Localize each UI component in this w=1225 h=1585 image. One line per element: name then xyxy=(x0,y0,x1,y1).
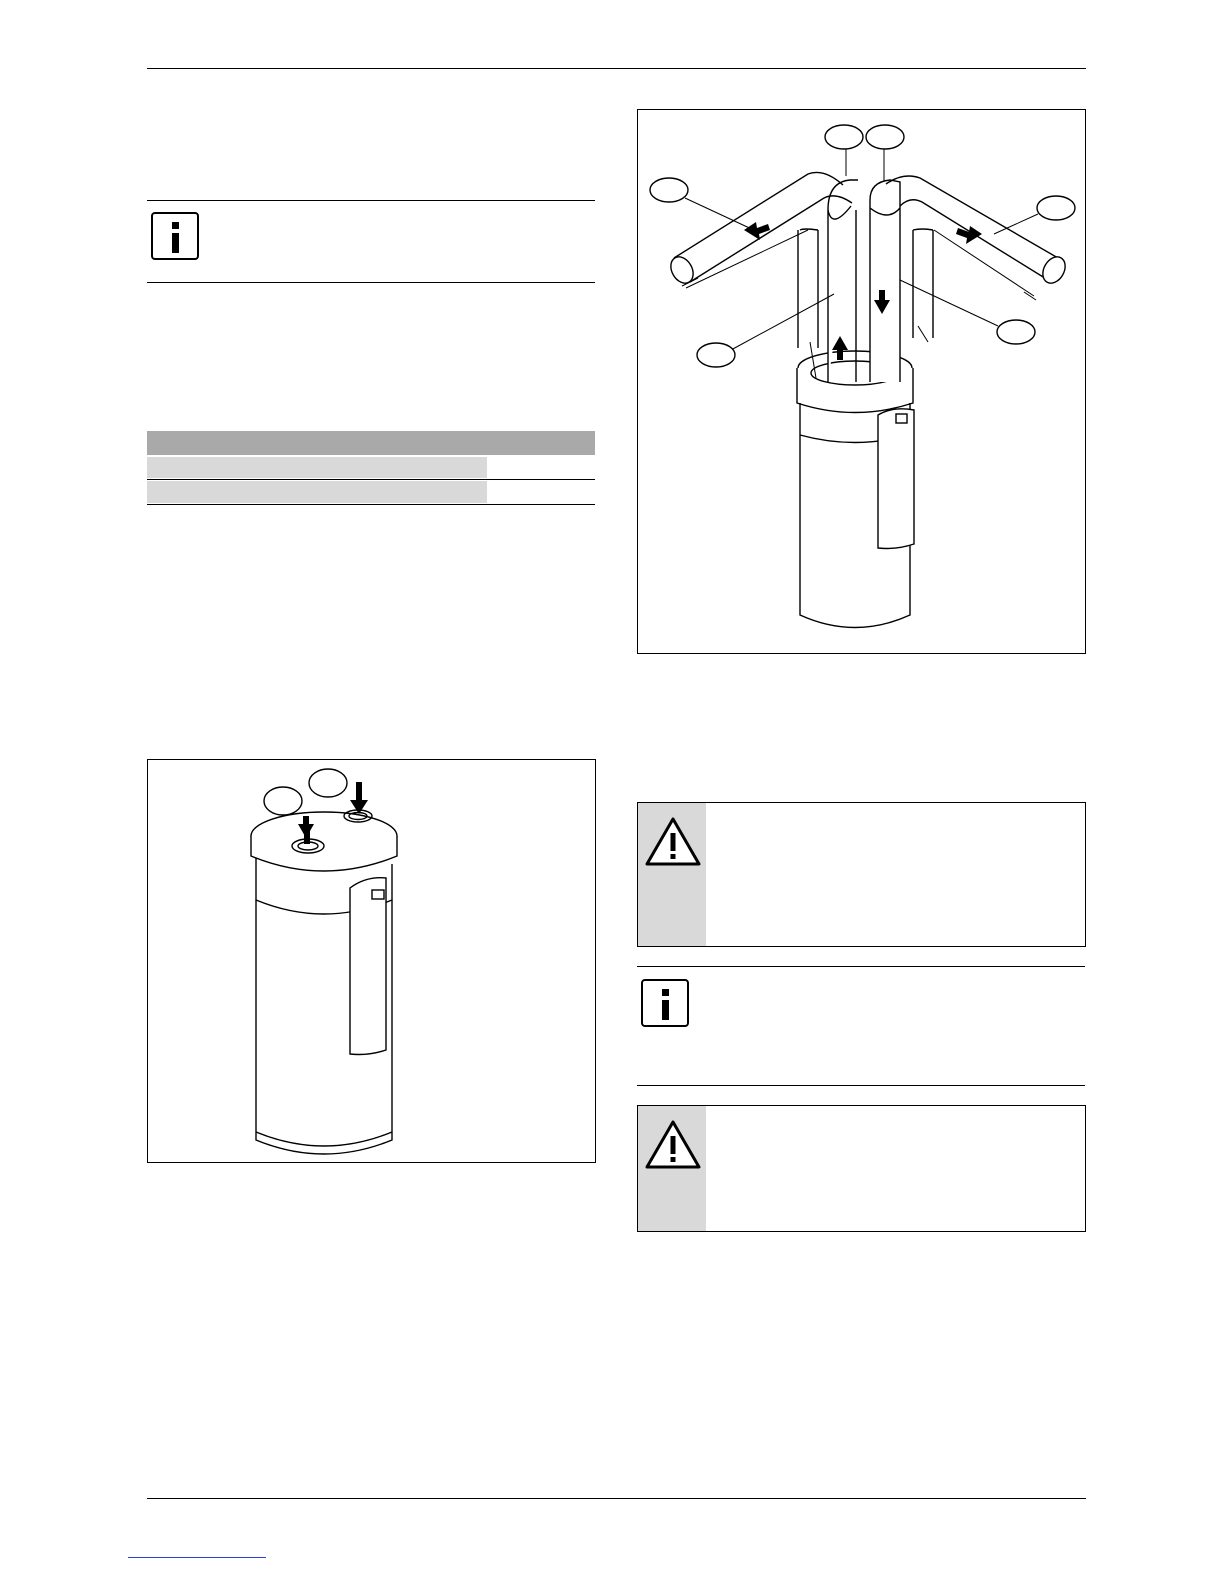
warning-notice-2 xyxy=(637,1105,1086,1232)
info-notice-top-rule xyxy=(147,200,595,201)
info-icon xyxy=(641,979,689,1027)
table-row xyxy=(147,481,487,503)
table-row xyxy=(147,457,487,478)
figure-tank-top-connections xyxy=(147,759,596,1163)
warning-strip xyxy=(638,1106,706,1231)
info-notice-bottom-rule xyxy=(147,282,595,283)
table-header xyxy=(147,431,595,455)
warning-triangle-icon xyxy=(644,1118,702,1170)
info-notice-2-top-rule xyxy=(637,966,1085,967)
figure-tank-with-ducts xyxy=(637,109,1086,654)
warning-strip xyxy=(638,803,706,946)
tank-top-connections-illustration xyxy=(148,760,595,1162)
table-bottom-rule xyxy=(147,504,595,505)
warning-notice-1 xyxy=(637,802,1086,947)
tank-with-duct-connections-illustration xyxy=(638,110,1085,653)
footer-link-underline[interactable] xyxy=(128,1557,266,1558)
table-row-separator xyxy=(147,479,595,480)
warning-triangle-icon xyxy=(644,815,702,867)
header-rule xyxy=(147,68,1086,69)
info-icon xyxy=(151,212,199,260)
info-notice-2-bottom-rule xyxy=(637,1085,1085,1086)
footer-rule xyxy=(147,1498,1086,1499)
